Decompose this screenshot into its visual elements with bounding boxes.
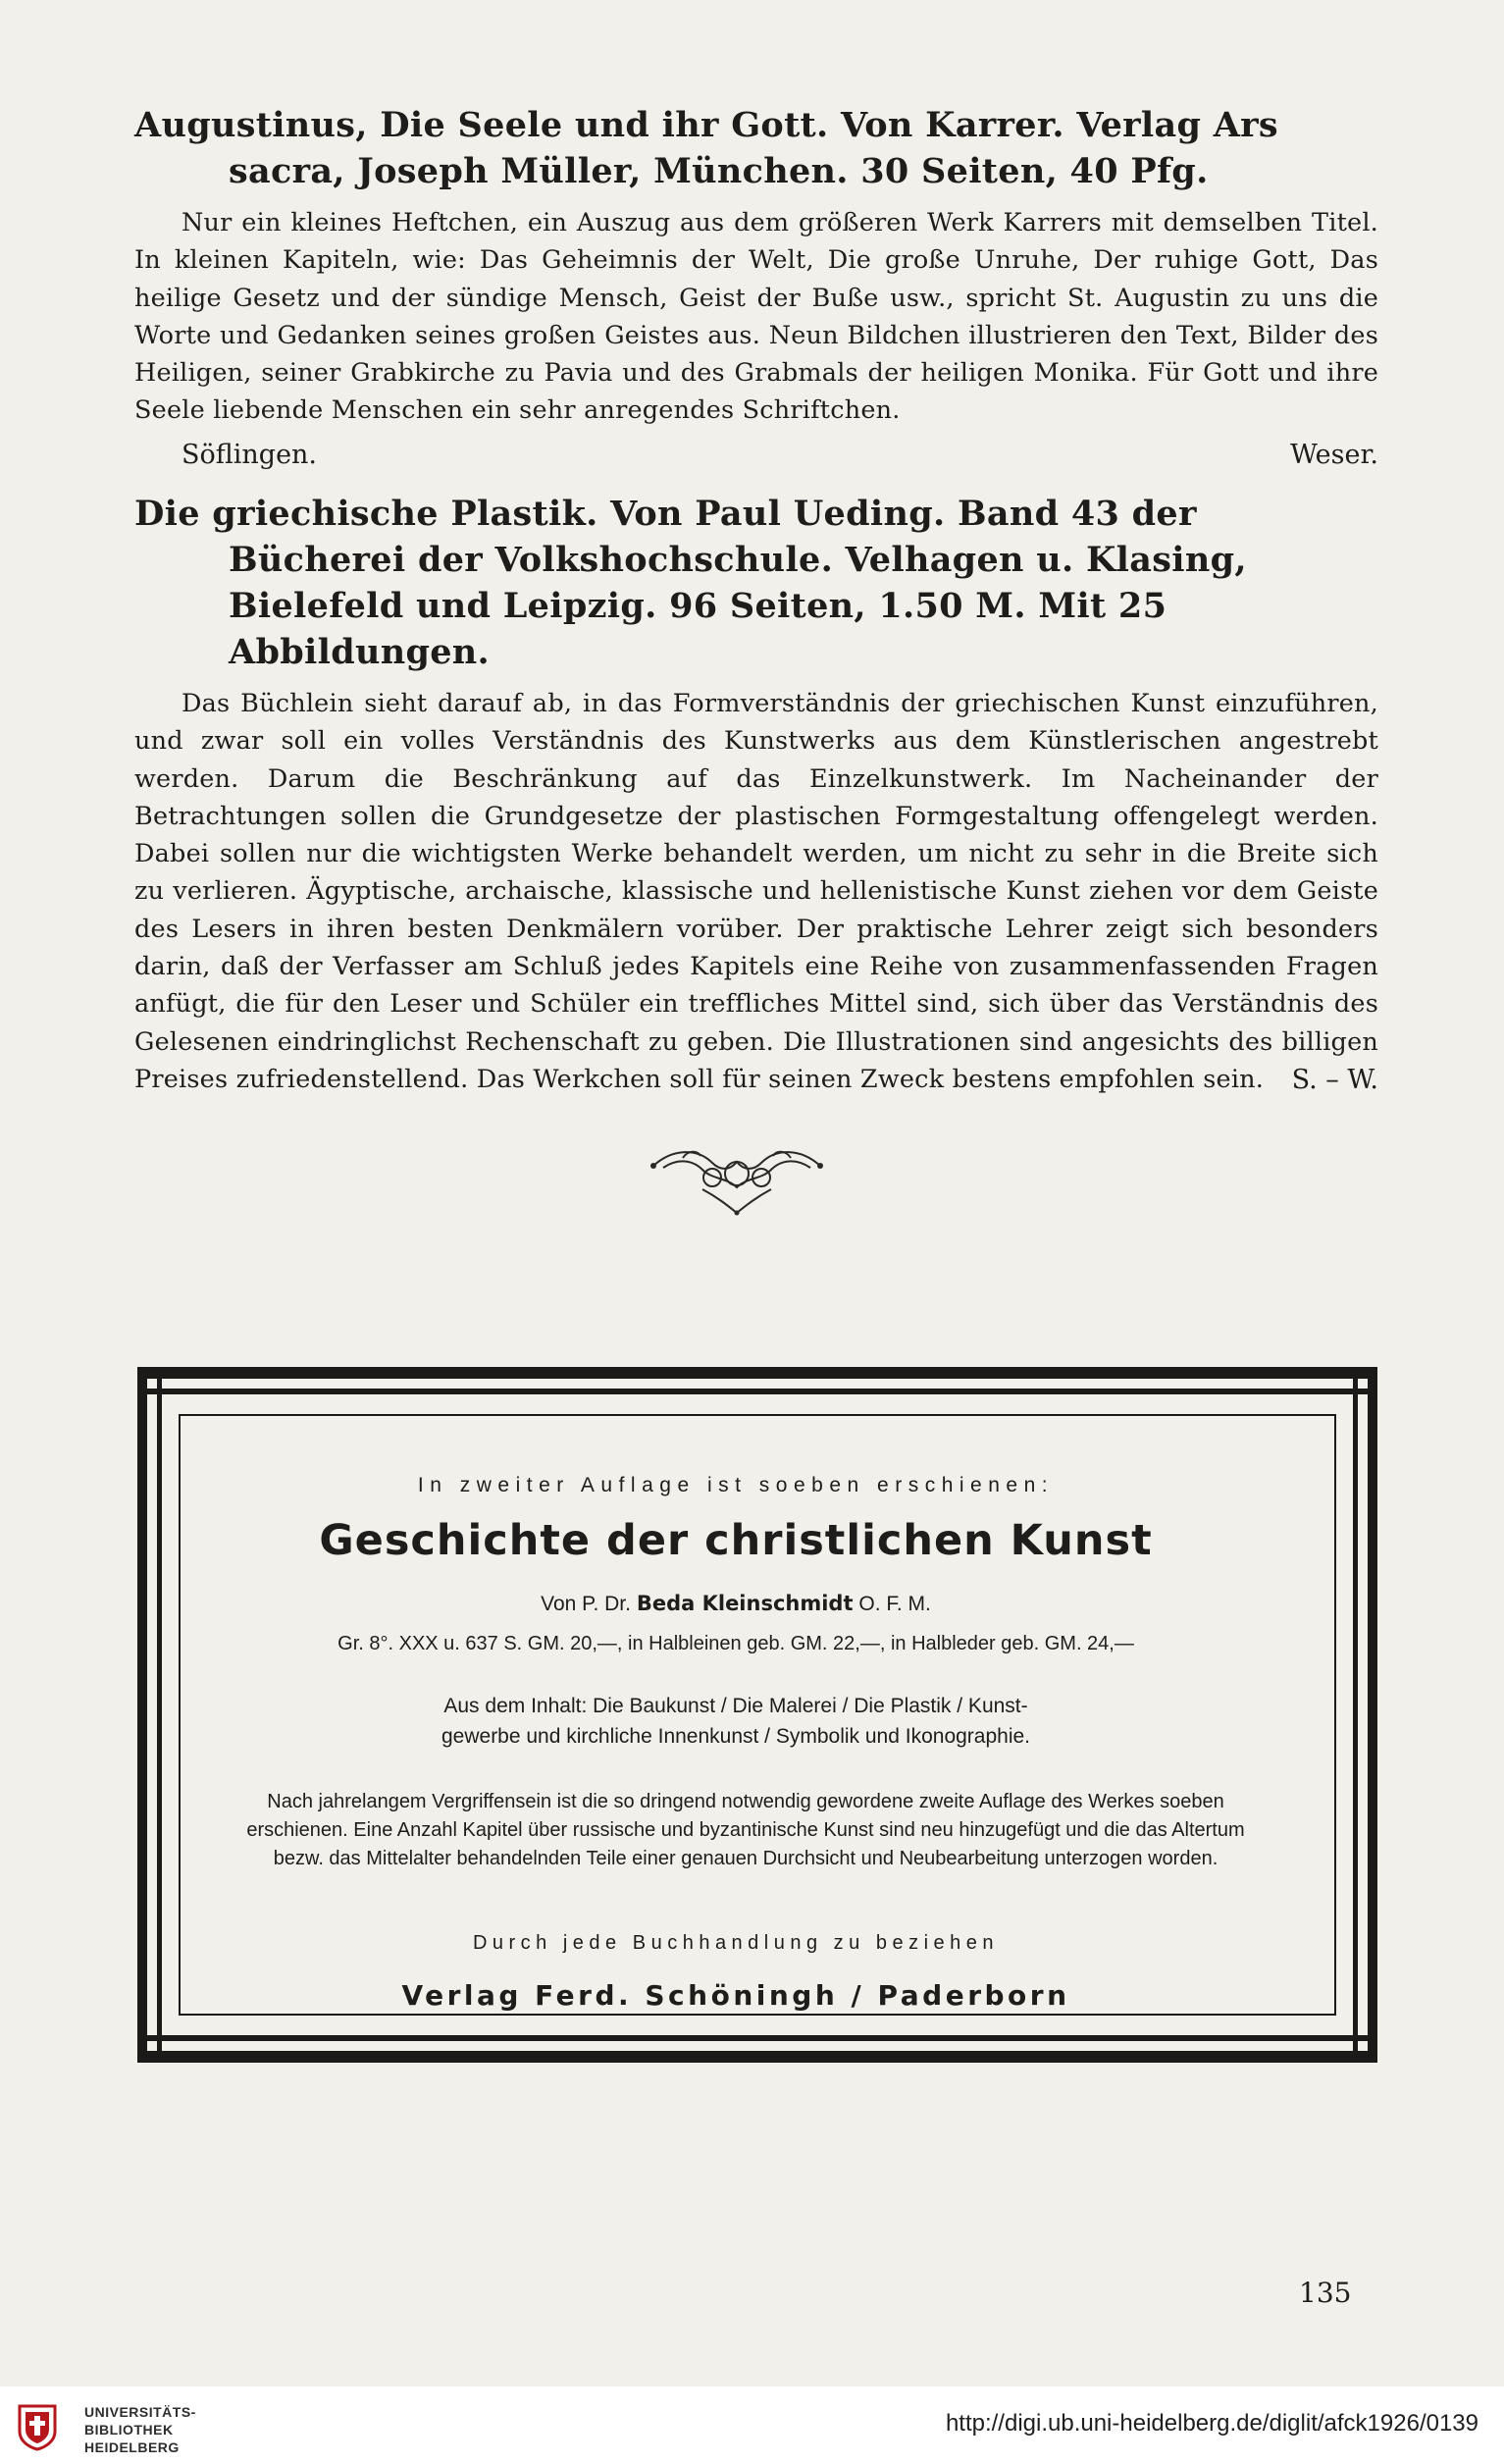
review-heading: Die griechische Plastik. Von Paul Ueding. Band 43 der Bücherei der Volkshochschule. Velhagen u. Klasing, Bielefeld und Leipzig. 96 Seiten, 1.50 M. Mit 25 Abbildungen. bbox=[134, 494, 1247, 672]
digitization-footer bbox=[0, 2386, 1504, 2464]
ad-author-line bbox=[196, 1592, 1275, 1616]
review-entry-griechische-plastik bbox=[134, 491, 1378, 1100]
ad-order-line: Durch jede Buchhandlung zu beziehen bbox=[472, 1932, 1000, 1954]
ad-book-title: Geschichte der christlichen Kunst bbox=[319, 1516, 1153, 1565]
review-body: Das Büchlein sieht darauf ab, in das Formverständnis der griechischen Kunst einzuführen, und zwar soll ein volles Verständnis des Kunstwerks aus dem Künstlerischen angestrebt werden. Darum die Beschränkung auf das Einzelkunstwerk. Im Nacheinander der Betrachtungen sollen die Grundgesetze der plastischen Formgestaltung offengelegt werden. Dabei sollen nur die wichtigsten Werke behandelt werden, um nicht zu sehr in die Breite sich zu verlieren. Ägyptische, archaische, klassische und hellenistische Kunst ziehen vor dem Geiste des Lesers in ihren besten Denkmälern vorüber. Der praktische Lehrer zeigt sich besonders darin, daß der Verfasser am Schluß jedes Kapitels eine Reihe von zusammenfassenden Fragen anfügt, die für den Leser und Schüler ein treffliches Mittel sind, sich über das Verständnis des Gelesenen eindringlichst Rechenschaft zu geben. Die Illustrationen sind angesichts des billigen Preises zufriedenstellend. Das Werkchen soll für seinen Zweck bestens empfohlen sein. bbox=[134, 689, 1378, 1094]
source-url-link[interactable]: http://digi.ub.uni-heidelberg.de/diglit/afck1926/0139 bbox=[945, 2410, 1478, 2437]
review-entry-augustinus bbox=[134, 102, 1378, 475]
review-signature: S. – W. bbox=[1291, 1065, 1378, 1096]
ad-author-name: Beda Kleinschmidt bbox=[636, 1592, 854, 1615]
review-signature-line bbox=[134, 436, 1378, 475]
ornament-vignette-icon bbox=[644, 1138, 830, 1217]
ad-author-suffix: O. F. M. bbox=[858, 1593, 931, 1615]
ad-contents-line: gewerbe und kirchliche Innenkunst / Symbolik und Ikonographie. bbox=[441, 1725, 1031, 1748]
ad-publisher: Verlag Ferd. Schöningh / Paderborn bbox=[401, 1979, 1070, 2012]
review-place: Söflingen. bbox=[182, 439, 318, 470]
page-number: 135 bbox=[1299, 2277, 1352, 2309]
review-body: Nur ein kleines Heftchen, ein Auszug aus dem größeren Werk Karrers mit demselben Titel. In kleinen Kapiteln, wie: Das Geheimnis der Welt, Die große Unruhe, Der ruhige Gott, Das heilige Gesetz und der sündige Mensch, Geist der Buße usw., spricht St. Augustin zu uns die Worte und Gedanken seines großen Geistes aus. Neun Bildchen illustrieren den Text, Bilder des Heiligen, seiner Grabkirche zu Pavia und des Grabmals der heiligen Monika. Für Gott und ihre Seele liebende Menschen ein sehr anregendes Schriftchen. bbox=[134, 208, 1378, 426]
ad-author-prefix: Von P. Dr. bbox=[541, 1593, 631, 1615]
review-signature: Weser. bbox=[1290, 439, 1378, 470]
library-seal-icon bbox=[16, 2402, 59, 2451]
ad-price-line: Gr. 8°. XXX u. 637 S. GM. 20,—, in Halbleinen geb. GM. 22,—, in Halbleder geb. GM. 24,— bbox=[337, 1633, 1134, 1654]
ad-contents bbox=[196, 1691, 1275, 1752]
ad-contents-line: Aus dem Inhalt: Die Baukunst / Die Malerei / Die Plastik / Kunst- bbox=[443, 1695, 1028, 1717]
ad-description: Nach jahrelangem Vergriffensein ist die so dringend notwendig gewordene zweite Auflage des Werkes soeben erschienen. Eine Anzahl Kapitel über russische und byzantinische Kunst sind neu hinzugefügt und die das Altertum bezw. das Mittelalter behandelnden Teile einer genauen Durchsicht und Neubearbeitung unterzogen worden. bbox=[246, 1791, 1245, 1869]
library-name: UNIVERSITÄTS- BIBLIOTHEK HEIDELBERG bbox=[84, 2404, 196, 2455]
review-heading: Augustinus, Die Seele und ihr Gott. Von Karrer. Verlag Ars sacra, Joseph Müller, München. 30 Seiten, 40 Pfg. bbox=[134, 105, 1278, 191]
ad-kicker: In zweiter Auflage ist soeben erschienen: bbox=[417, 1474, 1055, 1496]
